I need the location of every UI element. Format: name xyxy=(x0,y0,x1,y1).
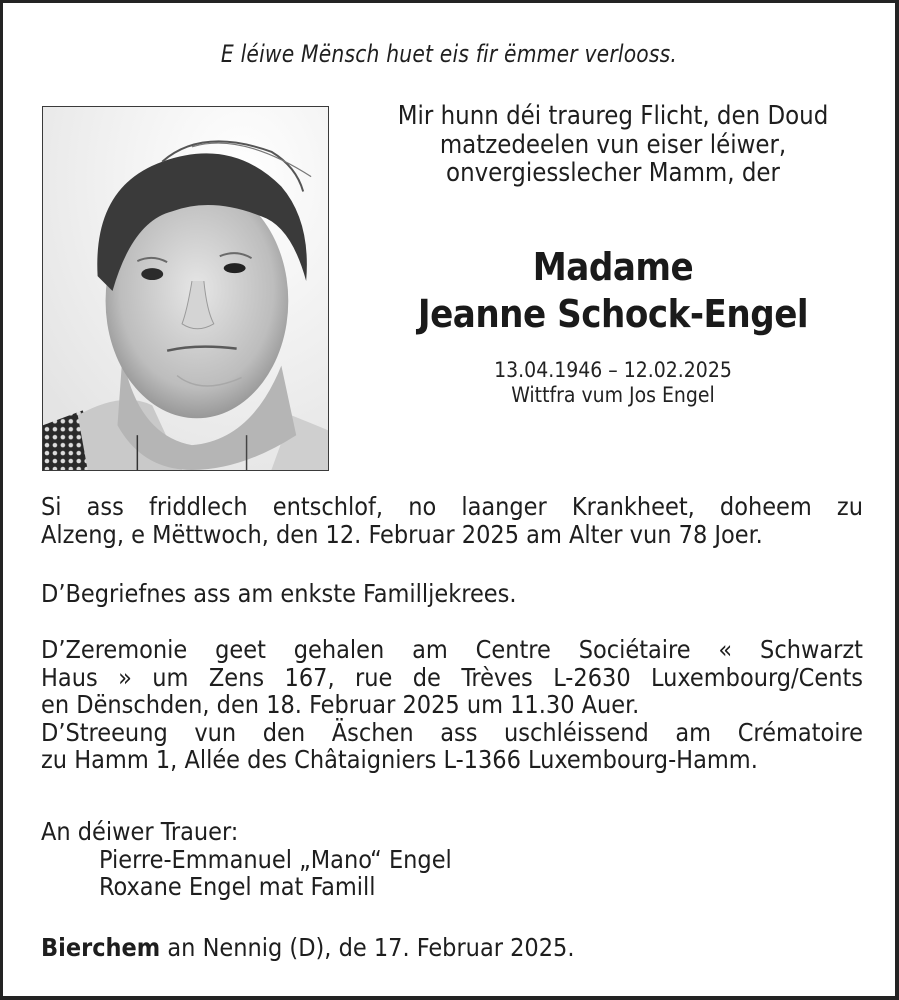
paragraph-line: D’Zeremonie geet gehalen am Centre Sociétaire « Schwarzt xyxy=(41,635,863,664)
mourning-heading: An déiwer Trauer: xyxy=(41,817,239,846)
motto: E léiwe Mënsch huet eis fir ëmmer verlooss. xyxy=(220,40,678,68)
place-date-line xyxy=(41,934,574,962)
intro-line: Mir hunn déi traureg Flicht, den Doud xyxy=(397,101,829,131)
paragraph-line: D’Streeung vun den Äschen ass uschléissend am Crématoire xyxy=(41,717,863,747)
widow-of: Wittfra vum Jos Engel xyxy=(511,383,715,407)
paragraph-line: zu Hamm 1, Allée des Châtaigniers L-1366 Luxembourg-Hamm. xyxy=(41,745,758,774)
deceased-name: Jeanne Schock-Engel xyxy=(417,292,809,336)
announcement-intro xyxy=(353,102,873,188)
paragraph-line: Alzeng, e Mëttwoch, den 12. Februar 2025 am Alter vun 78 Joer. xyxy=(41,519,763,549)
mourner-name: Pierre-Emmanuel „Mano“ Engel xyxy=(99,844,452,874)
burial-paragraph xyxy=(41,580,863,608)
paragraph-line: Si ass friddlech entschlof, no laanger Krankheet, doheem zu xyxy=(41,492,863,521)
mourner-name: Roxane Engel mat Famill xyxy=(99,872,376,901)
place-bold: Bierchem xyxy=(41,933,161,962)
paragraph-line: en Dënschden, den 18. Februar 2025 um 11.30 Auer. xyxy=(41,690,640,719)
paragraph-line: D’Begriefnes ass am enkste Familljekrees. xyxy=(41,579,517,608)
mourners-section xyxy=(41,818,863,901)
place-date-rest: an Nennig (D), de 17. Februar 2025. xyxy=(160,933,575,962)
life-dates: 13.04.1946 – 12.02.2025 xyxy=(494,358,732,382)
portrait-photo xyxy=(42,106,329,471)
ceremony-paragraph xyxy=(41,636,863,774)
intro-line: onvergiesslecher Mamm, der xyxy=(446,158,780,188)
death-paragraph xyxy=(41,493,863,548)
honorific: Madame xyxy=(532,245,694,289)
deceased-name-block xyxy=(353,244,873,338)
intro-line: matzedeelen vun eiser léiwer, xyxy=(439,129,787,160)
portrait-image xyxy=(43,107,328,470)
paragraph-line: Haus » um Zens 167, rue de Trèves L-2630 Luxembourg/Cents xyxy=(41,662,863,692)
life-details xyxy=(353,358,873,408)
